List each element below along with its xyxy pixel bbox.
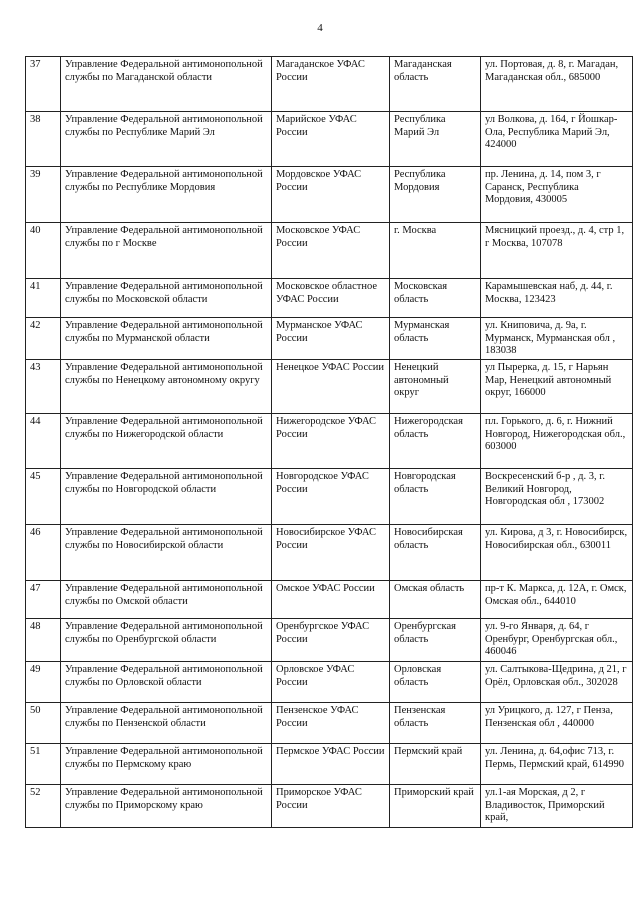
row-number-cell: 47 xyxy=(26,581,61,619)
table-row xyxy=(26,414,633,469)
agency-short-name-cell: Пермское УФАС России xyxy=(272,744,390,785)
agency-name-cell: Управление Федеральной антимонопольной службы по г Москве xyxy=(61,223,272,279)
agency-short-name-cell: Нижегородское УФАС России xyxy=(272,414,390,469)
table-row xyxy=(26,223,633,279)
table-row xyxy=(26,318,633,360)
table-row xyxy=(26,662,633,703)
region-cell: Московская область xyxy=(390,279,481,318)
agency-short-name-cell: Марийское УФАС России xyxy=(272,112,390,167)
agency-short-name-cell: Мурманское УФАС России xyxy=(272,318,390,360)
region-cell: Орловская область xyxy=(390,662,481,703)
table-row xyxy=(26,57,633,112)
address-cell: Мясницкий проезд., д. 4, стр 1, г Москва, 107078 xyxy=(481,223,633,279)
agency-name-cell: Управление Федеральной антимонопольной службы по Оренбургской области xyxy=(61,619,272,662)
agency-name-cell: Управление Федеральной антимонопольной службы по Мурманской области xyxy=(61,318,272,360)
agency-name-cell: Управление Федеральной антимонопольной службы по Новосибирской области xyxy=(61,525,272,581)
address-cell: ул. Ленина, д. 64,офис 713, г. Пермь, Пермский край, 614990 xyxy=(481,744,633,785)
agency-short-name-cell: Новгородское УФАС России xyxy=(272,469,390,525)
agency-name-cell: Управление Федеральной антимонопольной службы по Омской области xyxy=(61,581,272,619)
agency-name-cell: Управление Федеральной антимонопольной службы по Московской области xyxy=(61,279,272,318)
address-cell: ул. Книповича, д. 9а, г. Мурманск, Мурманская обл , 183038 xyxy=(481,318,633,360)
agency-short-name-cell: Омское УФАС России xyxy=(272,581,390,619)
address-cell: пл. Горького, д. 6, г. Нижний Новгород, Нижегородская обл., 603000 xyxy=(481,414,633,469)
agency-short-name-cell: Московское УФАС России xyxy=(272,223,390,279)
row-number-cell: 50 xyxy=(26,703,61,744)
row-number-cell: 40 xyxy=(26,223,61,279)
table-row xyxy=(26,525,633,581)
address-cell: ул.1-ая Морская, д 2, г Владивосток, Приморский край, xyxy=(481,785,633,828)
agency-short-name-cell: Приморское УФАС России xyxy=(272,785,390,828)
region-cell: Оренбургская область xyxy=(390,619,481,662)
agency-name-cell: Управление Федеральной антимонопольной службы по Магаданской области xyxy=(61,57,272,112)
address-cell: ул. Кирова, д 3, г. Новосибирск, Новосибирская обл., 630011 xyxy=(481,525,633,581)
address-cell: пр. Ленина, д. 14, пом 3, г Саранск, Республика Мордовия, 430005 xyxy=(481,167,633,223)
table-row xyxy=(26,279,633,318)
row-number-cell: 49 xyxy=(26,662,61,703)
agency-short-name-cell: Магаданское УФАС России xyxy=(272,57,390,112)
table-row xyxy=(26,785,633,828)
region-cell: Омская область xyxy=(390,581,481,619)
region-cell: Пензенская область xyxy=(390,703,481,744)
agency-name-cell: Управление Федеральной антимонопольной службы по Пензенской области xyxy=(61,703,272,744)
agency-name-cell: Управление Федеральной антимонопольной службы по Нижегородской области xyxy=(61,414,272,469)
agency-name-cell: Управление Федеральной антимонопольной службы по Республике Мордовия xyxy=(61,167,272,223)
row-number-cell: 45 xyxy=(26,469,61,525)
table-row xyxy=(26,703,633,744)
row-number-cell: 41 xyxy=(26,279,61,318)
agency-short-name-cell: Ненецкое УФАС России xyxy=(272,360,390,414)
region-cell: Новгородская область xyxy=(390,469,481,525)
address-cell: пр-т К. Маркса, д. 12А, г. Омск, Омская обл., 644010 xyxy=(481,581,633,619)
table-row xyxy=(26,744,633,785)
region-cell: г. Москва xyxy=(390,223,481,279)
agency-name-cell: Управление Федеральной антимонопольной службы по Республике Марий Эл xyxy=(61,112,272,167)
address-cell: ул Урицкого, д. 127, г Пенза, Пензенская обл , 440000 xyxy=(481,703,633,744)
agency-short-name-cell: Московское областное УФАС России xyxy=(272,279,390,318)
table-row xyxy=(26,469,633,525)
agency-short-name-cell: Орловское УФАС России xyxy=(272,662,390,703)
table-row xyxy=(26,167,633,223)
agency-short-name-cell: Оренбургское УФАС России xyxy=(272,619,390,662)
address-cell: ул Пырерка, д. 15, г Нарьян Мар, Ненецкий автономный округ, 166000 xyxy=(481,360,633,414)
address-cell: ул. 9-го Января, д. 64, г Оренбург, Оренбургская обл., 460046 xyxy=(481,619,633,662)
page-number: 4 xyxy=(317,22,323,34)
region-cell: Ненецкий автономный округ xyxy=(390,360,481,414)
agency-name-cell: Управление Федеральной антимонопольной службы по Орловской области xyxy=(61,662,272,703)
table-row xyxy=(26,619,633,662)
row-number-cell: 42 xyxy=(26,318,61,360)
agency-short-name-cell: Мордовское УФАС России xyxy=(272,167,390,223)
row-number-cell: 44 xyxy=(26,414,61,469)
region-cell: Республика Мордовия xyxy=(390,167,481,223)
agency-name-cell: Управление Федеральной антимонопольной службы по Ненецкому автономному округу xyxy=(61,360,272,414)
row-number-cell: 48 xyxy=(26,619,61,662)
row-number-cell: 38 xyxy=(26,112,61,167)
address-cell: ул. Салтыкова-Щедрина, д 21, г Орёл, Орловская обл., 302028 xyxy=(481,662,633,703)
address-cell: ул. Портовая, д. 8, г. Магадан, Магаданская обл., 685000 xyxy=(481,57,633,112)
table-row xyxy=(26,360,633,414)
row-number-cell: 52 xyxy=(26,785,61,828)
region-cell: Пермский край xyxy=(390,744,481,785)
table-row xyxy=(26,581,633,619)
region-cell: Мурманская область xyxy=(390,318,481,360)
agency-short-name-cell: Пензенское УФАС России xyxy=(272,703,390,744)
row-number-cell: 51 xyxy=(26,744,61,785)
address-cell: Воскресенский б-р , д. 3, г. Великий Новгород, Новгородская обл , 173002 xyxy=(481,469,633,525)
region-cell: Нижегородская область xyxy=(390,414,481,469)
agency-name-cell: Управление Федеральной антимонопольной службы по Пермскому краю xyxy=(61,744,272,785)
region-cell: Приморский край xyxy=(390,785,481,828)
agency-name-cell: Управление Федеральной антимонопольной службы по Приморскому краю xyxy=(61,785,272,828)
table-row xyxy=(26,112,633,167)
address-cell: ул Волкова, д. 164, г Йошкар-Ола, Республика Марий Эл, 424000 xyxy=(481,112,633,167)
registry-table-body xyxy=(26,57,633,828)
registry-table xyxy=(25,56,633,828)
address-cell: Карамышевская наб, д. 44, г. Москва, 123423 xyxy=(481,279,633,318)
agency-short-name-cell: Новосибирское УФАС России xyxy=(272,525,390,581)
region-cell: Республика Марий Эл xyxy=(390,112,481,167)
row-number-cell: 43 xyxy=(26,360,61,414)
region-cell: Новосибирская область xyxy=(390,525,481,581)
agency-name-cell: Управление Федеральной антимонопольной службы по Новгородской области xyxy=(61,469,272,525)
row-number-cell: 37 xyxy=(26,57,61,112)
row-number-cell: 39 xyxy=(26,167,61,223)
row-number-cell: 46 xyxy=(26,525,61,581)
region-cell: Магаданская область xyxy=(390,57,481,112)
